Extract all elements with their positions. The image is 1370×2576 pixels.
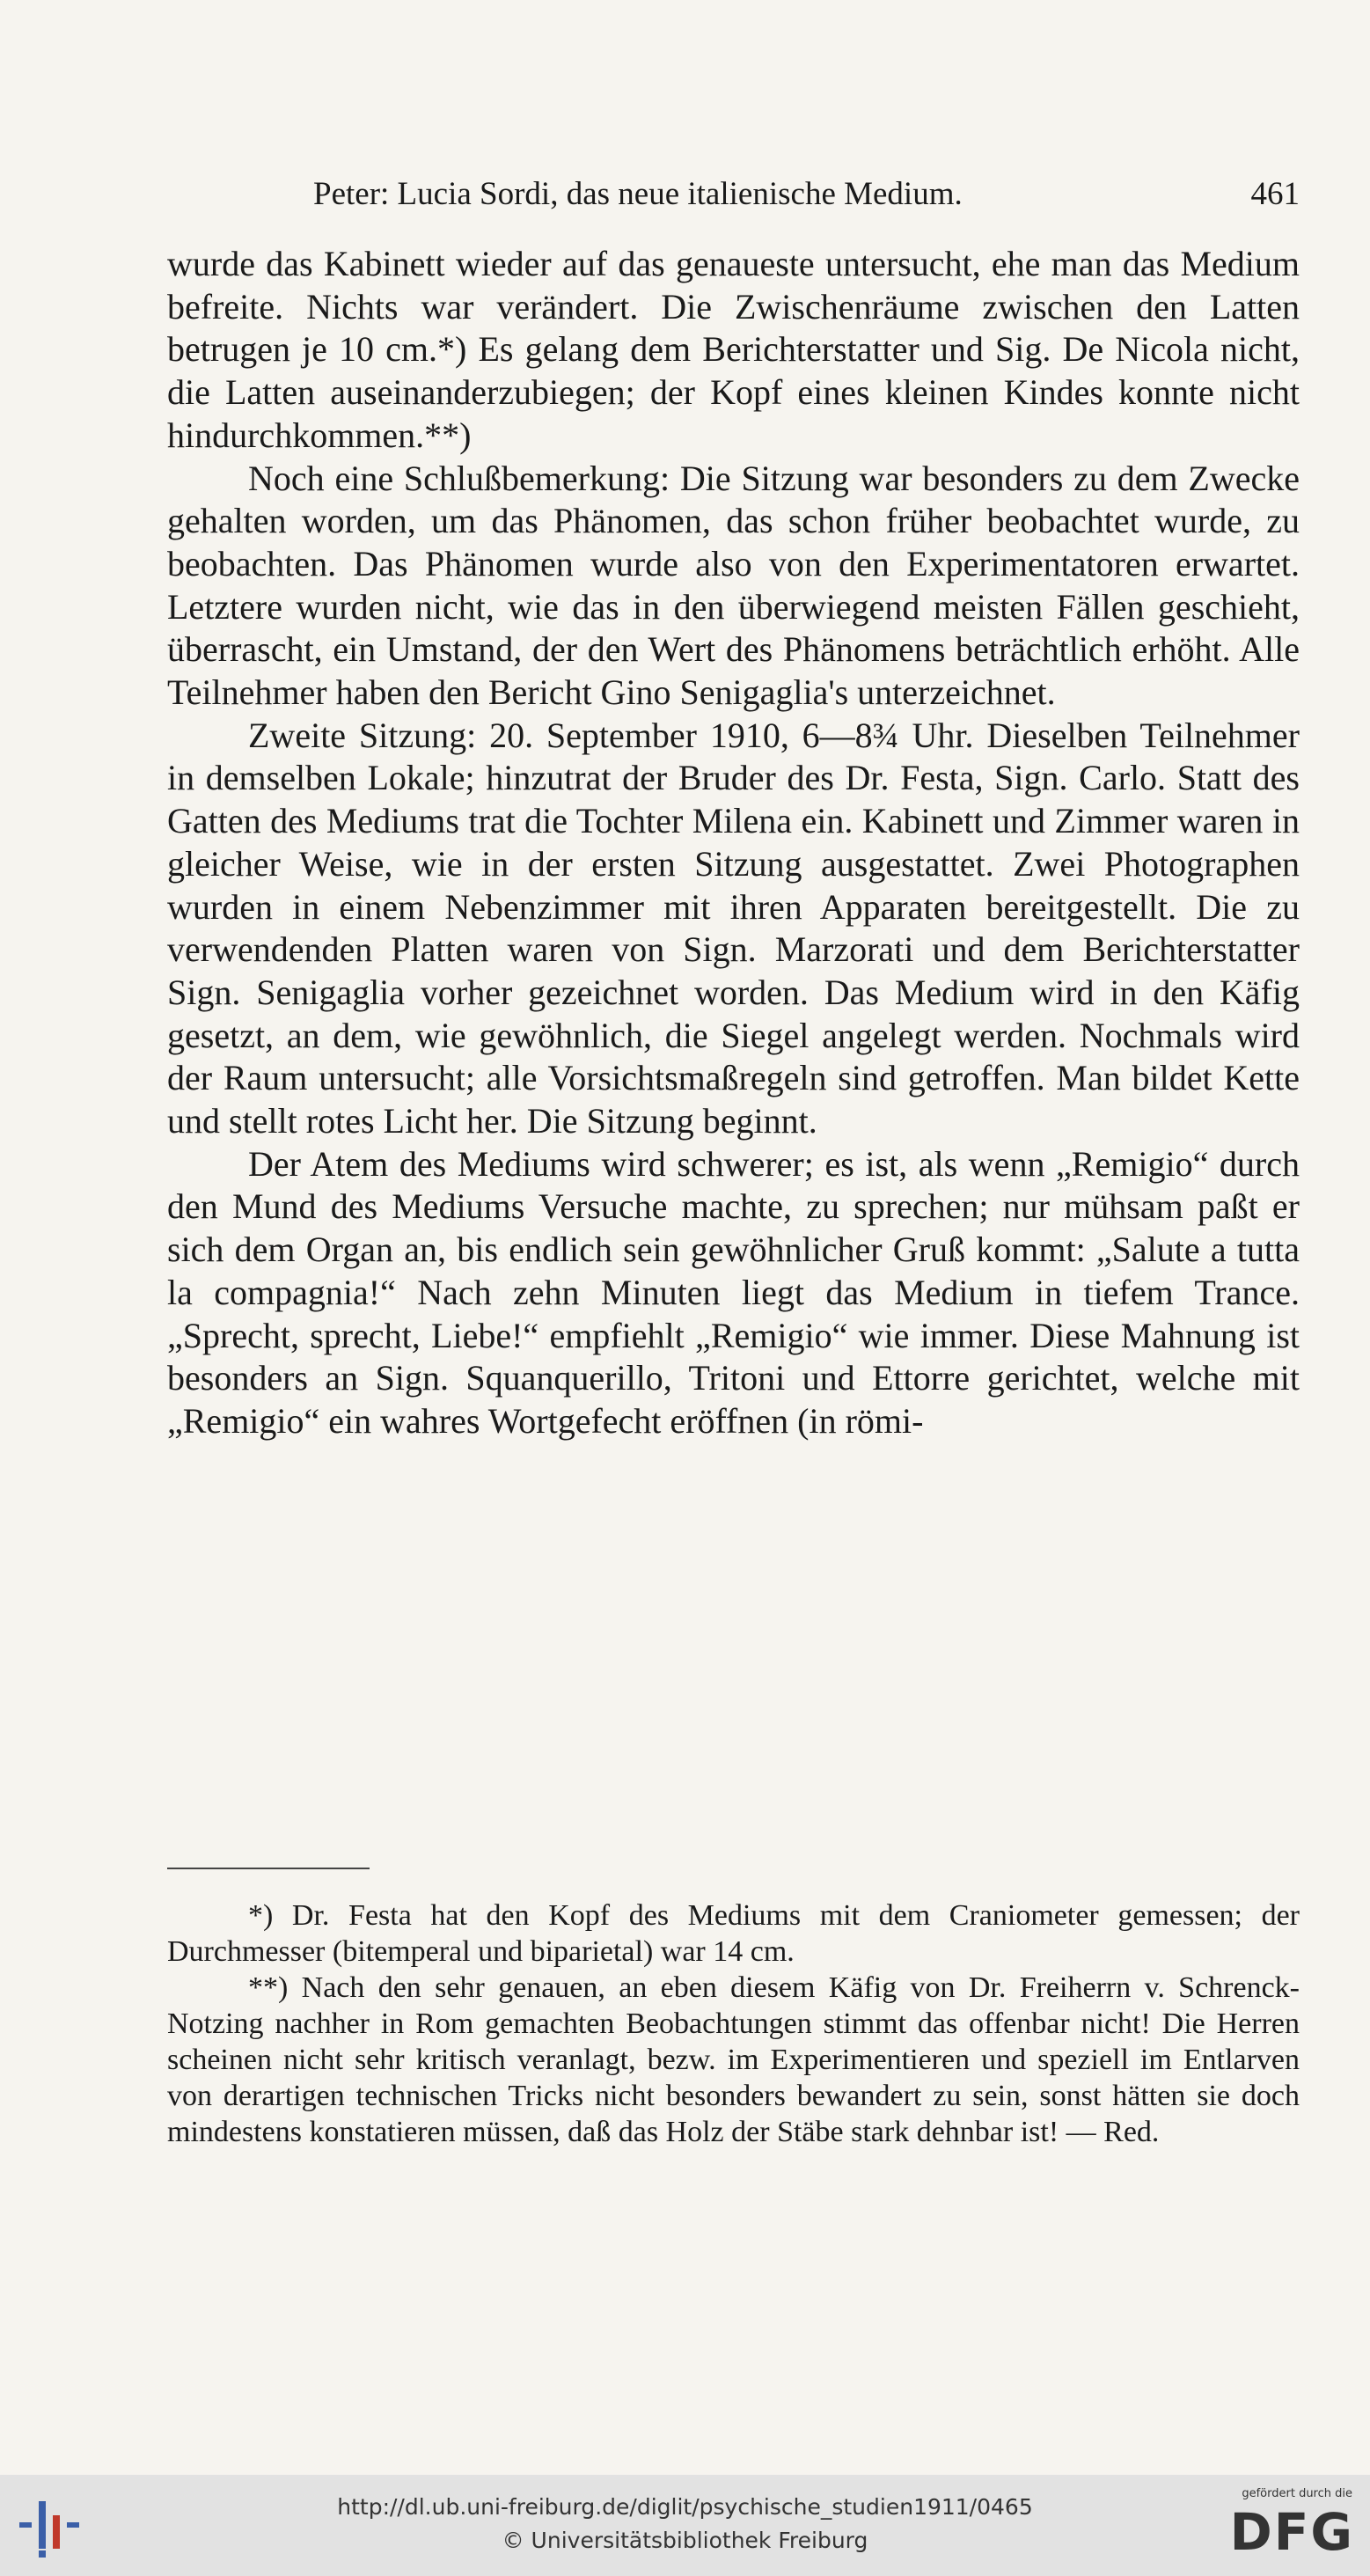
running-title: Peter: Lucia Sordi, das neue italienische Medium. (313, 176, 963, 212)
paragraph-1: wurde das Kabinett wieder auf das genaueste untersucht, ehe man das Medium befreite. Nichts war verändert. Die Zwischenräume zwischen den Latten betrugen je 10 cm.*) Es gelang dem Berichterstatter und Sig. De Nicola nicht, die Latten auseinanderzubiegen; der Kopf eines kleinen Kindes konnte nicht hindurchkommen.**) (167, 244, 1300, 455)
page-number: 461 (1250, 176, 1300, 212)
footer-copyright: © Universitätsbibliothek Freiburg (502, 2528, 868, 2553)
paragraph-3: Zweite Sitzung: 20. September 1910, 6—8¾ Uhr. Dieselben Teilnehmer in demselben Lokale; hinzutrat der Bruder des Dr. Festa, Sign. Carlo. Statt des Gatten des Mediums trat die Tochter Milena ein. Kabinett und Zimmer waren in gleicher Weise, wie in der ersten Sitzung ausgestattet. Zwei Photographen wurden in einem Nebenzimmer mit ihren Apparaten bereitgestellt. Die zu verwendenden Platten waren von Sign. Marzorati und dem Berichterstatter Sign. Senigaglia vorher gezeichnet worden. Das Medium wird in den Käfig gesetzt, an dem, wie gewöhnlich, die Siegel angelegt werden. Nochmals wird der Raum untersucht; alle Vorsichtsmaßregeln sind getroffen. Man bildet Kette und stellt rotes Licht her. Die Sitzung beginnt. (167, 715, 1300, 1141)
footer-url-link[interactable]: http://dl.ub.uni-freiburg.de/diglit/psychische_studien1911/0465 (337, 2494, 1033, 2520)
footnote-2: **) Nach den sehr genauen, an eben diesem Käfig von Dr. Freiherrn v. Schrenck-Notzing nachher in Rom gemachten Beobachtungen stimmt das offenbar nicht! Die Herren scheinen nicht sehr kritisch veranlagt, bezw. im Experimentieren und speziell im Entlarven von derartigen technischen Tricks nicht besonders bewandert zu sein, sonst hätten sie doch mindestens konstatieren müssen, daß das Holz der Stäbe stark dehnbar ist! — Red. (167, 1971, 1300, 2148)
footnote-1: *) Dr. Festa hat den Kopf des Mediums mit dem Craniometer gemessen; der Durchmesser (bitemperal und biparietal) war 14 cm. (167, 1899, 1300, 1968)
footnote-rule (167, 1868, 370, 1869)
dfg-logo[interactable]: DFG (1229, 2502, 1354, 2562)
footer-bar (0, 2475, 1370, 2576)
paragraph-2: Noch eine Schlußbemerkung: Die Sitzung war besonders zu dem Zwecke gehalten worden, um das Phänomen, das schon früher beobachtet wurde, zu beobachten. Das Phänomen wurde also von den Experimentatoren erwartet. Letztere wurden nicht, wie das in den überwiegend meisten Fällen geschieht, überrascht, ein Umstand, der den Wert des Phänomens beträchtlich erhöht. Alle Teilnehmer haben den Bericht Gino Senigaglia's unterzeichnet. (167, 458, 1300, 713)
footnotes (167, 1897, 1300, 2150)
body-text (167, 243, 1300, 1443)
paragraph-4: Der Atem des Mediums wird schwerer; es ist, als wenn „Remigio“ durch den Mund des Mediums Versuche machte, zu sprechen; nur mühsam paßt er sich dem Organ an, bis endlich sein gewöhnlicher Gruß kommt: „Salute a tutta la compagnia!“ Nach zehn Minuten liegt das Medium in tiefem Trance. „Sprecht, sprecht, Liebe!“ empfiehlt „Remigio“ wie immer. Diese Mahnung ist besonders an Sign. Squanquerillo, Tritoni und Ettorre gerichtet, welche mit „Remigio“ ein wahres Wortgefecht eröffnen (in römi- (167, 1143, 1300, 1441)
running-head (167, 172, 1300, 217)
dfg-caption: gefördert durch die (1242, 2487, 1352, 2500)
